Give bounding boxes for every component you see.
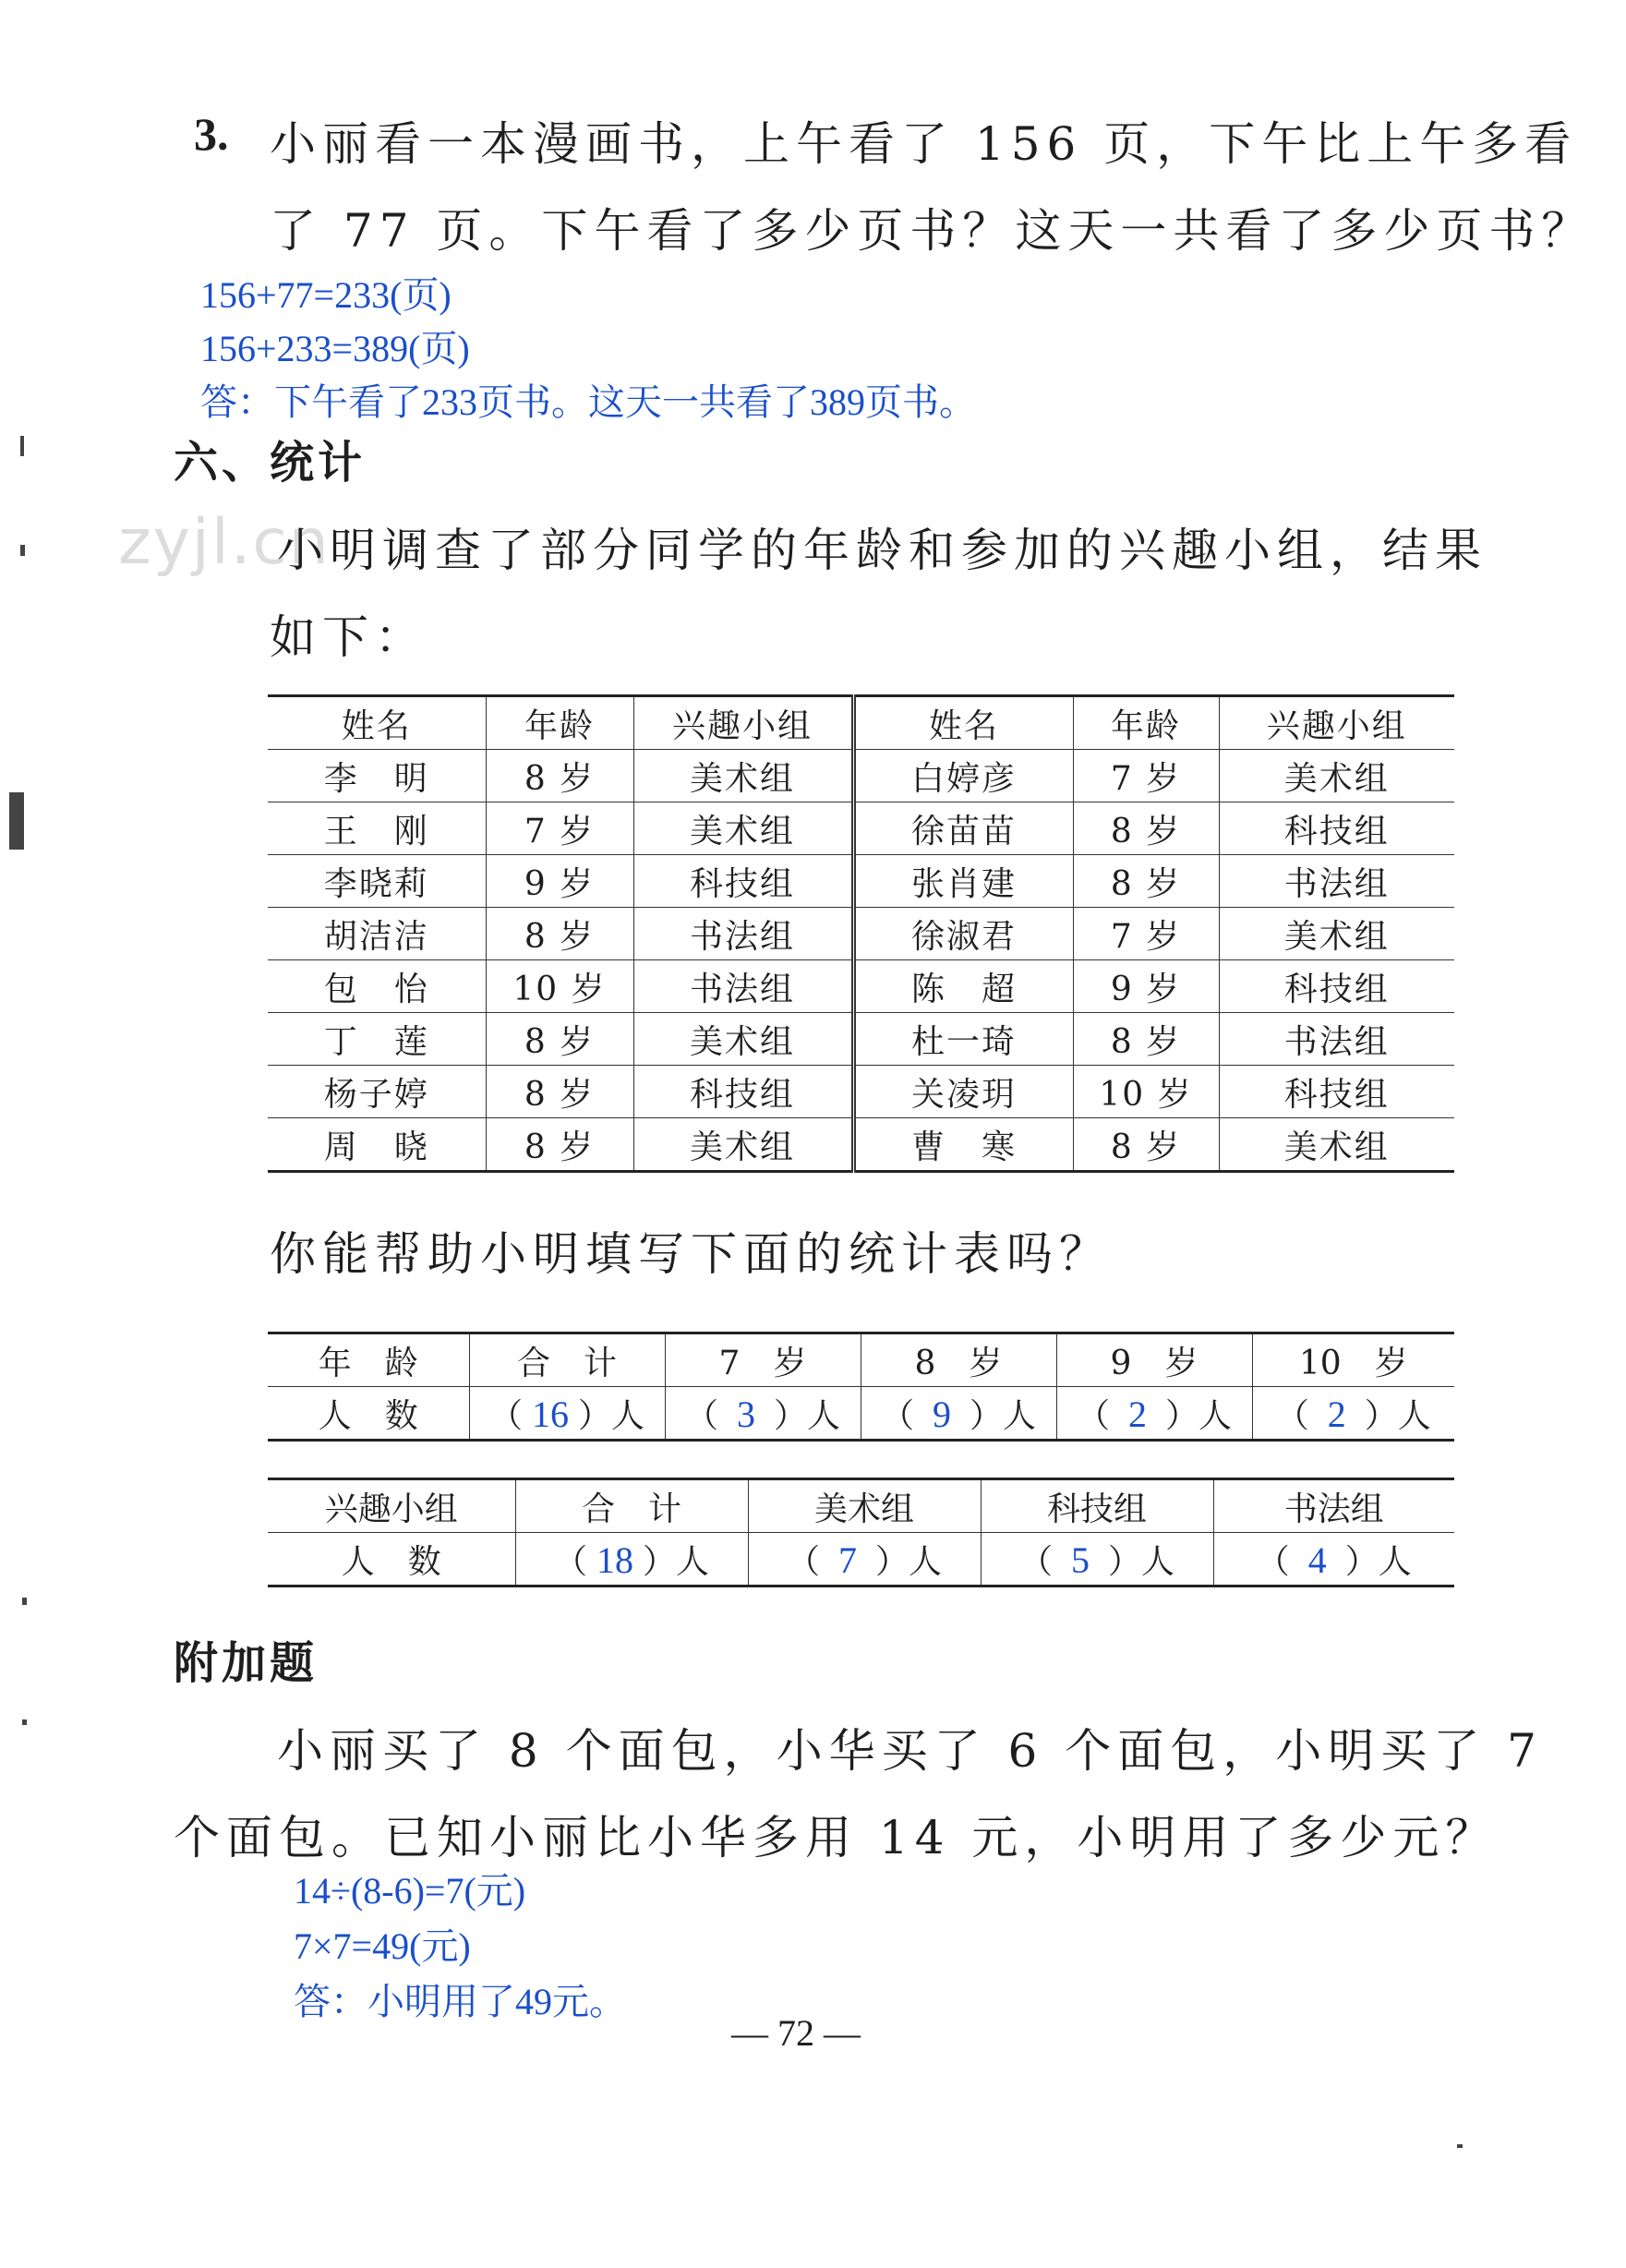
answer-line-1: 156+77=233(页) <box>200 274 452 316</box>
header-group: 兴趣小组 <box>633 696 853 750</box>
cell-name: 王 刚 <box>268 802 486 855</box>
section-title-statistics: 六、统计 <box>174 437 367 489</box>
group-header-label: 兴趣小组 <box>268 1479 515 1533</box>
age-total-value: 16 <box>532 1393 569 1435</box>
cell-group: 美术组 <box>633 1013 853 1066</box>
group-header-art: 美术组 <box>748 1479 981 1533</box>
cell-age: 8 岁 <box>486 750 633 802</box>
cell-age: 9 岁 <box>486 855 633 908</box>
cell-name: 陈 超 <box>853 960 1073 1013</box>
paren-close: ）人 <box>1108 1542 1175 1581</box>
paren-open: （ <box>553 1542 587 1581</box>
table-row <box>268 750 1454 802</box>
survey-table <box>268 694 1454 1173</box>
cell-name: 胡洁洁 <box>268 908 486 960</box>
intro-line-1: 小明调查了部分同学的年龄和参加的兴趣小组，结果 <box>277 524 1487 577</box>
cell-name: 周 晓 <box>268 1118 486 1172</box>
table-row <box>268 960 1454 1013</box>
age-count-row <box>268 1387 1454 1441</box>
scan-mark <box>22 1719 27 1725</box>
bonus-line-1: 小丽买了 8 个面包，小华买了 6 个面包，小明买了 7 <box>277 1724 1543 1778</box>
age-header-row <box>268 1333 1454 1387</box>
cell-age: 7 岁 <box>1073 750 1219 802</box>
cell-group: 书法组 <box>1219 855 1454 908</box>
bonus-answer-2: 7×7=49(元) <box>294 1925 471 1967</box>
cell-age: 7 岁 <box>486 802 633 855</box>
paren-open: （ <box>1256 1542 1290 1581</box>
group-row-label: 人 数 <box>268 1533 515 1586</box>
cell-name: 杨子婷 <box>268 1066 486 1118</box>
group-tech-value: 5 <box>1071 1538 1090 1581</box>
cell-group: 美术组 <box>633 802 853 855</box>
age-10-cell <box>1252 1387 1454 1441</box>
scan-mark <box>9 792 24 850</box>
bonus-answer-1: 14÷(8-6)=7(元) <box>294 1870 526 1912</box>
group-header-total: 合 计 <box>515 1479 748 1533</box>
cell-group: 科技组 <box>633 1066 853 1118</box>
scan-mark <box>20 545 25 556</box>
group-art-cell <box>748 1533 981 1586</box>
survey-header-row <box>268 696 1454 750</box>
problem-line-2: 了 77 页。下午看了多少页书？这天一共看了多少页书？ <box>270 204 1595 258</box>
scan-mark <box>1457 2144 1463 2148</box>
cell-group: 书法组 <box>633 960 853 1013</box>
table-row <box>268 1013 1454 1066</box>
age-header-label: 年 龄 <box>268 1333 469 1387</box>
group-calligraphy-cell <box>1213 1533 1454 1586</box>
paren-open: （ <box>786 1542 820 1581</box>
age-total-cell <box>469 1387 665 1441</box>
group-header-calligraphy: 书法组 <box>1213 1479 1454 1533</box>
table-row <box>268 1118 1454 1172</box>
problem-number: 3. <box>194 108 229 160</box>
table-row <box>268 855 1454 908</box>
group-total-cell <box>515 1533 748 1586</box>
paren-close: ）人 <box>643 1542 710 1581</box>
age-stat-table <box>268 1332 1454 1442</box>
group-header-row <box>268 1479 1454 1533</box>
age-7-cell <box>665 1387 861 1441</box>
paren-close: ）人 <box>578 1396 645 1435</box>
cell-name: 关凌玥 <box>853 1066 1073 1118</box>
cell-name: 徐苗苗 <box>853 802 1073 855</box>
age-row-label: 人 数 <box>268 1387 469 1441</box>
paren-open: （ <box>684 1396 718 1435</box>
paren-close: ）人 <box>1165 1396 1233 1435</box>
cell-age: 8 岁 <box>1073 855 1219 908</box>
table-row <box>268 1066 1454 1118</box>
cell-age: 10 岁 <box>1073 1066 1219 1118</box>
paren-close: ）人 <box>1344 1542 1412 1581</box>
cell-name: 杜一琦 <box>853 1013 1073 1066</box>
paren-close: ）人 <box>875 1542 943 1581</box>
cell-group: 科技组 <box>633 855 853 908</box>
group-calligraphy-value: 4 <box>1307 1538 1327 1581</box>
group-tech-cell <box>981 1533 1213 1586</box>
age-10-value: 2 <box>1327 1393 1346 1435</box>
paren-close: ）人 <box>970 1396 1037 1435</box>
age-7-value: 3 <box>737 1393 755 1435</box>
cell-group: 美术组 <box>633 1118 853 1172</box>
paren-open: （ <box>488 1396 523 1435</box>
age-header-total: 合 计 <box>469 1333 665 1387</box>
cell-age: 10 岁 <box>486 960 633 1013</box>
cell-name: 徐淑君 <box>853 908 1073 960</box>
age-header-8: 8 岁 <box>861 1333 1056 1387</box>
paren-open: （ <box>1275 1396 1309 1435</box>
cell-name: 白婷彦 <box>853 750 1073 802</box>
header-age: 年龄 <box>486 696 633 750</box>
paren-close: ）人 <box>1364 1396 1431 1435</box>
cell-group: 科技组 <box>1219 802 1454 855</box>
scan-mark <box>20 436 24 456</box>
problem-line-1: 小丽看一本漫画书，上午看了 156 页，下午比上午多看 <box>270 117 1578 171</box>
header-age: 年龄 <box>1073 696 1219 750</box>
answer-line-2: 156+233=389(页) <box>200 328 470 369</box>
intro-line-2: 如下： <box>270 610 428 664</box>
age-8-cell <box>861 1387 1056 1441</box>
cell-age: 8 岁 <box>1073 1013 1219 1066</box>
group-total-value: 18 <box>596 1538 633 1581</box>
header-name: 姓名 <box>268 696 486 750</box>
group-header-tech: 科技组 <box>981 1479 1213 1533</box>
cell-name: 丁 莲 <box>268 1013 486 1066</box>
table-row <box>268 802 1454 855</box>
group-stat-table <box>268 1478 1454 1587</box>
bonus-title: 附加题 <box>174 1637 319 1689</box>
header-group: 兴趣小组 <box>1219 696 1454 750</box>
paren-open: （ <box>1076 1396 1110 1435</box>
cell-group: 美术组 <box>1219 750 1454 802</box>
group-count-row <box>268 1533 1454 1586</box>
cell-name: 李晓莉 <box>268 855 486 908</box>
cell-name: 曹 寒 <box>853 1118 1073 1172</box>
cell-age: 8 岁 <box>486 908 633 960</box>
cell-age: 9 岁 <box>1073 960 1219 1013</box>
paren-close: ）人 <box>774 1396 841 1435</box>
cell-group: 书法组 <box>633 908 853 960</box>
scan-mark <box>22 1598 27 1605</box>
watermark: zyjl.cn <box>118 506 331 579</box>
cell-age: 8 岁 <box>486 1118 633 1172</box>
cell-age: 8 岁 <box>1073 802 1219 855</box>
cell-group: 美术组 <box>1283 1128 1390 1166</box>
answer-line-3: 答：下午看了233页书。这天一共看了389页书。 <box>200 381 976 423</box>
cell-group: 科技组 <box>1219 960 1454 1013</box>
group-art-value: 7 <box>838 1538 857 1581</box>
header-name: 姓名 <box>853 696 1073 750</box>
cell-group: 美术组 <box>633 750 853 802</box>
cell-age: 7 岁 <box>1073 908 1219 960</box>
bonus-answer-3: 答：小明用了49元。 <box>294 1981 626 2022</box>
cell-group: 美术组 <box>1219 908 1454 960</box>
age-header-10: 10 岁 <box>1252 1333 1454 1387</box>
cell-age: 8 岁 <box>1073 1118 1219 1172</box>
page-number: — 72 — <box>731 2012 861 2054</box>
age-9-cell <box>1056 1387 1252 1441</box>
cell-name: 张肖建 <box>853 855 1073 908</box>
cell-age: 8 岁 <box>486 1066 633 1118</box>
age-9-value: 2 <box>1128 1393 1147 1435</box>
paren-open: （ <box>880 1396 914 1435</box>
cell-group: 科技组 <box>1219 1066 1454 1118</box>
cell-group: 书法组 <box>1219 1013 1454 1066</box>
cell-age: 8 岁 <box>486 1013 633 1066</box>
age-header-9: 9 岁 <box>1056 1333 1252 1387</box>
age-8-value: 9 <box>933 1393 951 1435</box>
table-row <box>268 908 1454 960</box>
bonus-line-2: 个面包。已知小丽比小华多用 14 元，小明用了多少元？ <box>174 1811 1499 1864</box>
paren-open: （ <box>1018 1542 1053 1581</box>
stat-question: 你能帮助小明填写下面的统计表吗？ <box>270 1227 1112 1281</box>
cell-name: 李 明 <box>268 750 486 802</box>
cell-name: 包 怡 <box>268 960 486 1013</box>
age-header-7: 7 岁 <box>665 1333 861 1387</box>
